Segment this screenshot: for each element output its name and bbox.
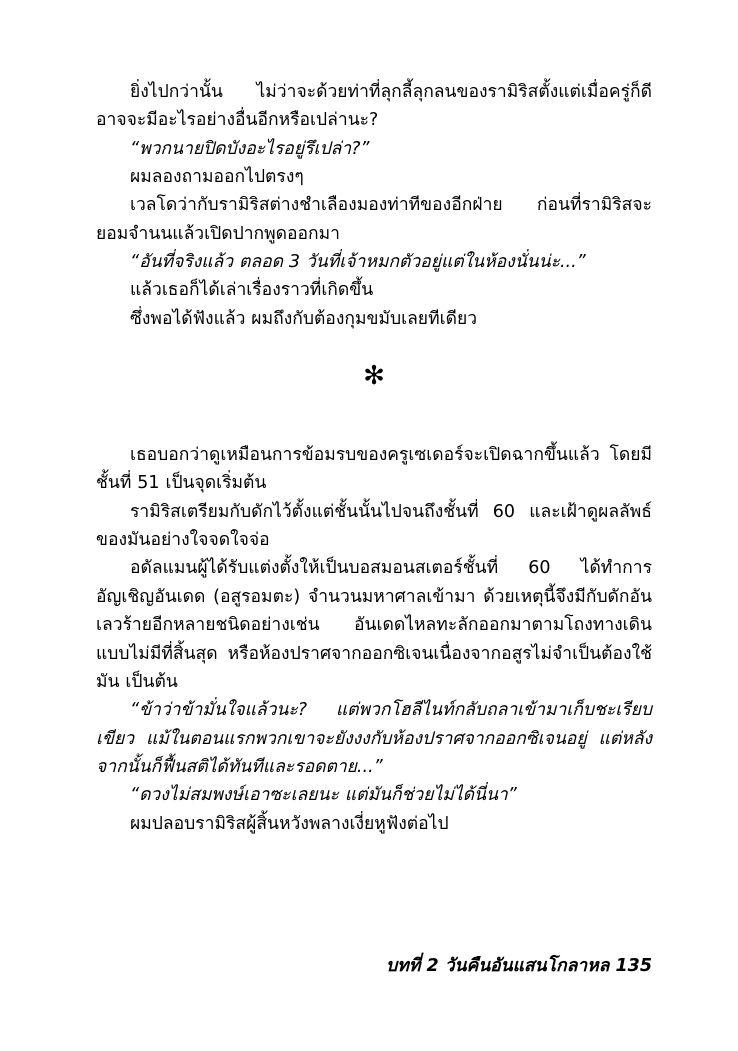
page-body bbox=[96, 78, 652, 838]
paragraph-dialogue: “พวกนายปิดบังอะไรอยู่รึเปล่า?” bbox=[130, 138, 370, 159]
paragraph: ผมลองถามออกไปตรงๆ bbox=[130, 167, 304, 188]
page-footer bbox=[386, 951, 652, 979]
paragraph: ยิ่งไปกว่านั้น ไม่ว่าจะด้วยท่าที่ลุกลี้ลุกลนของรามิริสตั้งแต่เมื่อครู่ก็ดี อาจจะมีอะไรอย่างอื่นอีกหรือเปล่านะ? bbox=[96, 82, 652, 131]
paragraph-dialogue: “ดวงไม่สมพงษ์เอาซะเลยนะ แต่มันก็ช่วยไม่ได้นี่นา” bbox=[130, 785, 517, 806]
paragraph: ซึ่งพอได้ฟังแล้ว ผมถึงกับต้องกุมขมับเลยทีเดียว bbox=[130, 308, 478, 329]
paragraph: แล้วเธอก็ได้เล่าเรื่องราวที่เกิดขึ้น bbox=[130, 280, 374, 301]
paragraph: เวลโดว่ากับรามิริสต่างชำเลืองมองท่าทีของอีกฝ่าย ก่อนที่รามิริสจะยอมจำนนแล้วเปิดปากพูดออกมา bbox=[96, 195, 652, 244]
paragraph: รามิริสเตรียมกับดักไว้ตั้งแต่ชั้นนั้นไปจนถึงชั้นที่ 60 และเฝ้าดูผลลัพธ์ของมันอย่างใจจดใจจ่อ bbox=[96, 501, 652, 551]
paragraph: อดัลแมนผู้ได้รับแต่งตั้งให้เป็นบอสมอนสเตอร์ชั้นที่ 60 ได้ทำการอัญเชิญอันเดด (อสูรอมตะ) จำนวนมหาศาลเข้ามา ด้วยเหตุนี้จึงมีกับดักอันเลวร้ายอีกหลายชนิดอย่างเช่น อันเดดไหลทะลักออกมาตามโถงทางเดินแบบไม่มีที่สิ้นสุด หรือห้องปราศจากออกซิเจนเนื่องจากอสูรไม่จำเป็นต้องใช้มัน เป็นต้น bbox=[96, 558, 652, 692]
paragraph: เธอบอกว่าดูเหมือนการข้อมรบของครูเซเดอร์จะเปิดฉากขึ้นแล้ว โดยมีชั้นที่ 51 เป็นจุดเริ่มต้น bbox=[96, 445, 652, 494]
section-break-symbol: ✻ bbox=[363, 361, 385, 392]
paragraph: ผมปลอบรามิริสผู้สิ้นหวังพลางเงี่ยหูฟังต่อไป bbox=[130, 813, 449, 834]
paragraph-dialogue: “ข้าว่าข้ามั่นใจแล้วนะ? แต่พวกโฮลีไนท์กลับถลาเข้ามาเก็บชะเรียบเขียว แม้ในตอนแรกพวกเขาจะยังงงกับห้องปราศจากออกซิเจนอยู่ แต่หลังจากนั้นก็ฟื้นสติได้ทันทีและรอดตาย...” bbox=[96, 700, 652, 777]
footer-page-number: 135 bbox=[615, 956, 652, 976]
footer-chapter-label: บทที่ 2 วันคืนอันแสนโกลาหล bbox=[386, 956, 610, 976]
paragraph-dialogue: “อันที่จริงแล้ว ตลอด 3 วันที่เจ้าหมกตัวอยู่แต่ในห้องนั่นน่ะ...” bbox=[130, 252, 586, 273]
spacer bbox=[96, 419, 652, 441]
